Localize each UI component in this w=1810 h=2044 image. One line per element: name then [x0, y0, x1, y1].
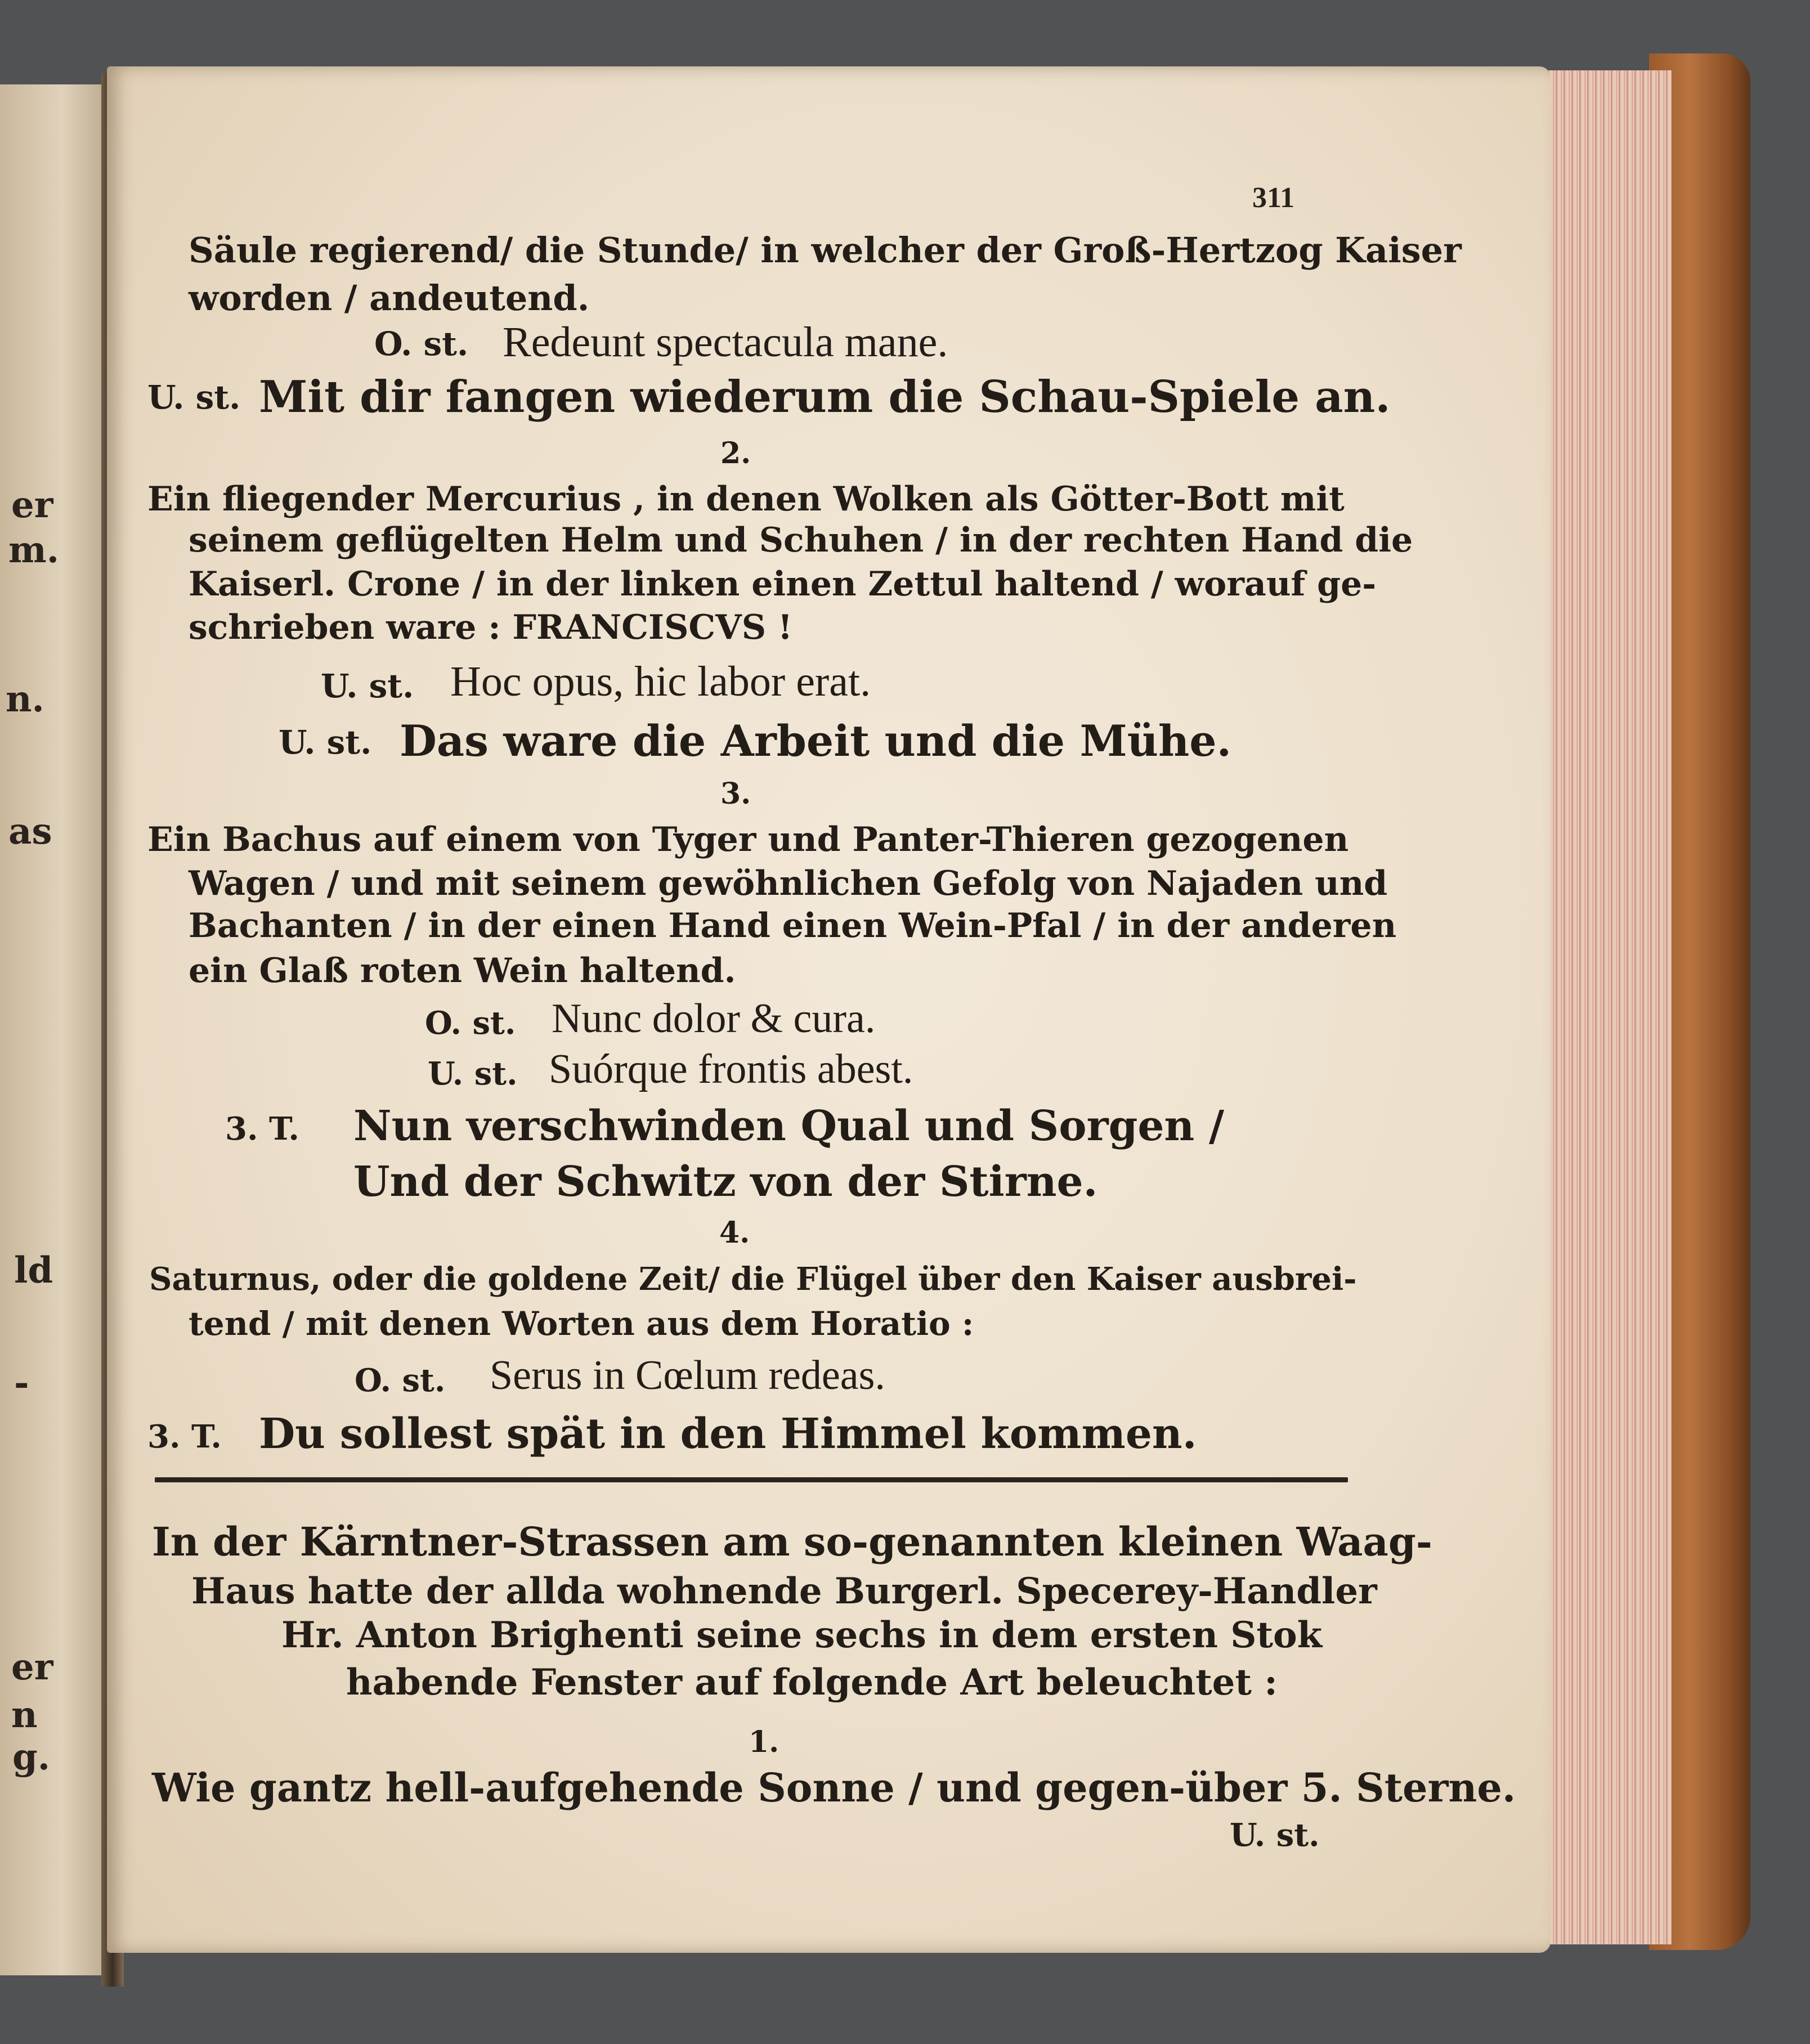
line-marker: U. st. [428, 1055, 518, 1092]
text-line: ein Glaß roten Wein haltend. [189, 951, 736, 990]
line-marker: 3. T. [147, 1418, 222, 1455]
text-line: Wie gantz hell-aufgehende Sonne / und gegen-über 5. Sterne. [152, 1764, 1516, 1811]
text-line: Ein Bachus auf einem von Tyger und Panter-Thieren gezogenen [147, 820, 1349, 859]
paragraph-line: Hr. Anton Brighenti seine sechs in dem ersten Stok [281, 1614, 1323, 1656]
text-line: tend / mit denen Worten aus dem Horatio : [189, 1305, 974, 1343]
latin-motto: Hoc opus, hic labor erat. [450, 658, 871, 705]
page-number: 311 [1252, 182, 1295, 214]
left-page-edge [0, 84, 113, 1975]
latin-motto: Suórque frontis abest. [549, 1046, 913, 1092]
text-line: Saturnus, oder die goldene Zeit/ die Flügel über den Kaiser ausbrei- [149, 1261, 1357, 1298]
line-marker: O. st. [425, 1005, 516, 1042]
german-motto: Das ware die Arbeit und die Mühe. [400, 716, 1232, 766]
left-fragment: er [11, 484, 53, 526]
left-fragment: er [11, 1646, 53, 1688]
german-motto: Mit dir fangen wiederum die Schau-Spiele an. [259, 371, 1391, 423]
german-motto: Nun verschwinden Qual und Sorgen / [353, 1102, 1224, 1150]
german-motto: Und der Schwitz von der Stirne. [353, 1158, 1098, 1206]
latin-motto: Nunc dolor & cura. [552, 996, 876, 1042]
german-motto: Du sollest spät in den Himmel kommen. [259, 1410, 1197, 1458]
text-line: Bachanten / in der einen Hand einen Wein-Pfal / in der anderen [189, 906, 1397, 945]
left-fragment: as [8, 810, 52, 853]
line-marker: U. st. [147, 378, 241, 416]
line-marker: U. st. [279, 723, 372, 761]
line-marker: 3. T. [225, 1110, 299, 1147]
paragraph-line: Haus hatte der allda wohnende Burgerl. Specerey-Handler [191, 1570, 1377, 1612]
latin-motto: Redeunt spectacula mane. [503, 319, 948, 366]
section-number: 2. [720, 436, 751, 470]
left-fragment: n [11, 1694, 38, 1736]
left-fragment: g. [12, 1736, 51, 1778]
section-number: 1. [749, 1725, 779, 1759]
line-marker: O. st. [355, 1362, 446, 1399]
text-line: seinem geflügelten Helm und Schuhen / in der rechten Hand die [189, 521, 1413, 560]
left-fragment: n. [6, 678, 44, 720]
left-fragment: ld [14, 1249, 53, 1292]
catchword: U. st. [1230, 1817, 1320, 1854]
text-line: Ein fliegender Mercurius , in denen Wolken als Götter-Bott mit [147, 479, 1345, 519]
paragraph-line: In der Kärntner-Strassen am so-genannten kleinen Waag- [152, 1518, 1432, 1565]
latin-motto: Serus in Cœlum redeas. [490, 1352, 885, 1398]
text-line: Kaiserl. Crone / in der linken einen Zettul haltend / worauf ge- [189, 564, 1377, 604]
line-marker: U. st. [321, 667, 414, 705]
section-divider [155, 1477, 1348, 1482]
text-line: schrieben ware : FRANCISCVS ! [189, 608, 793, 647]
left-fragment: - [14, 1362, 29, 1404]
left-fragment: m. [8, 529, 59, 571]
section-number: 3. [720, 777, 751, 811]
text-line: worden / andeutend. [189, 277, 590, 319]
text-line: Wagen / und mit seinem gewöhnlichen Gefolg von Najaden und [189, 864, 1388, 903]
page-edges [1542, 70, 1672, 1944]
paragraph-line: habende Fenster auf folgende Art beleuchtet : [346, 1661, 1278, 1704]
text-line: Säule regierend/ die Stunde/ in welcher der Groß-Hertzog Kaiser [189, 230, 1462, 271]
line-marker: O. st. [374, 325, 469, 363]
section-number: 4. [719, 1216, 750, 1250]
